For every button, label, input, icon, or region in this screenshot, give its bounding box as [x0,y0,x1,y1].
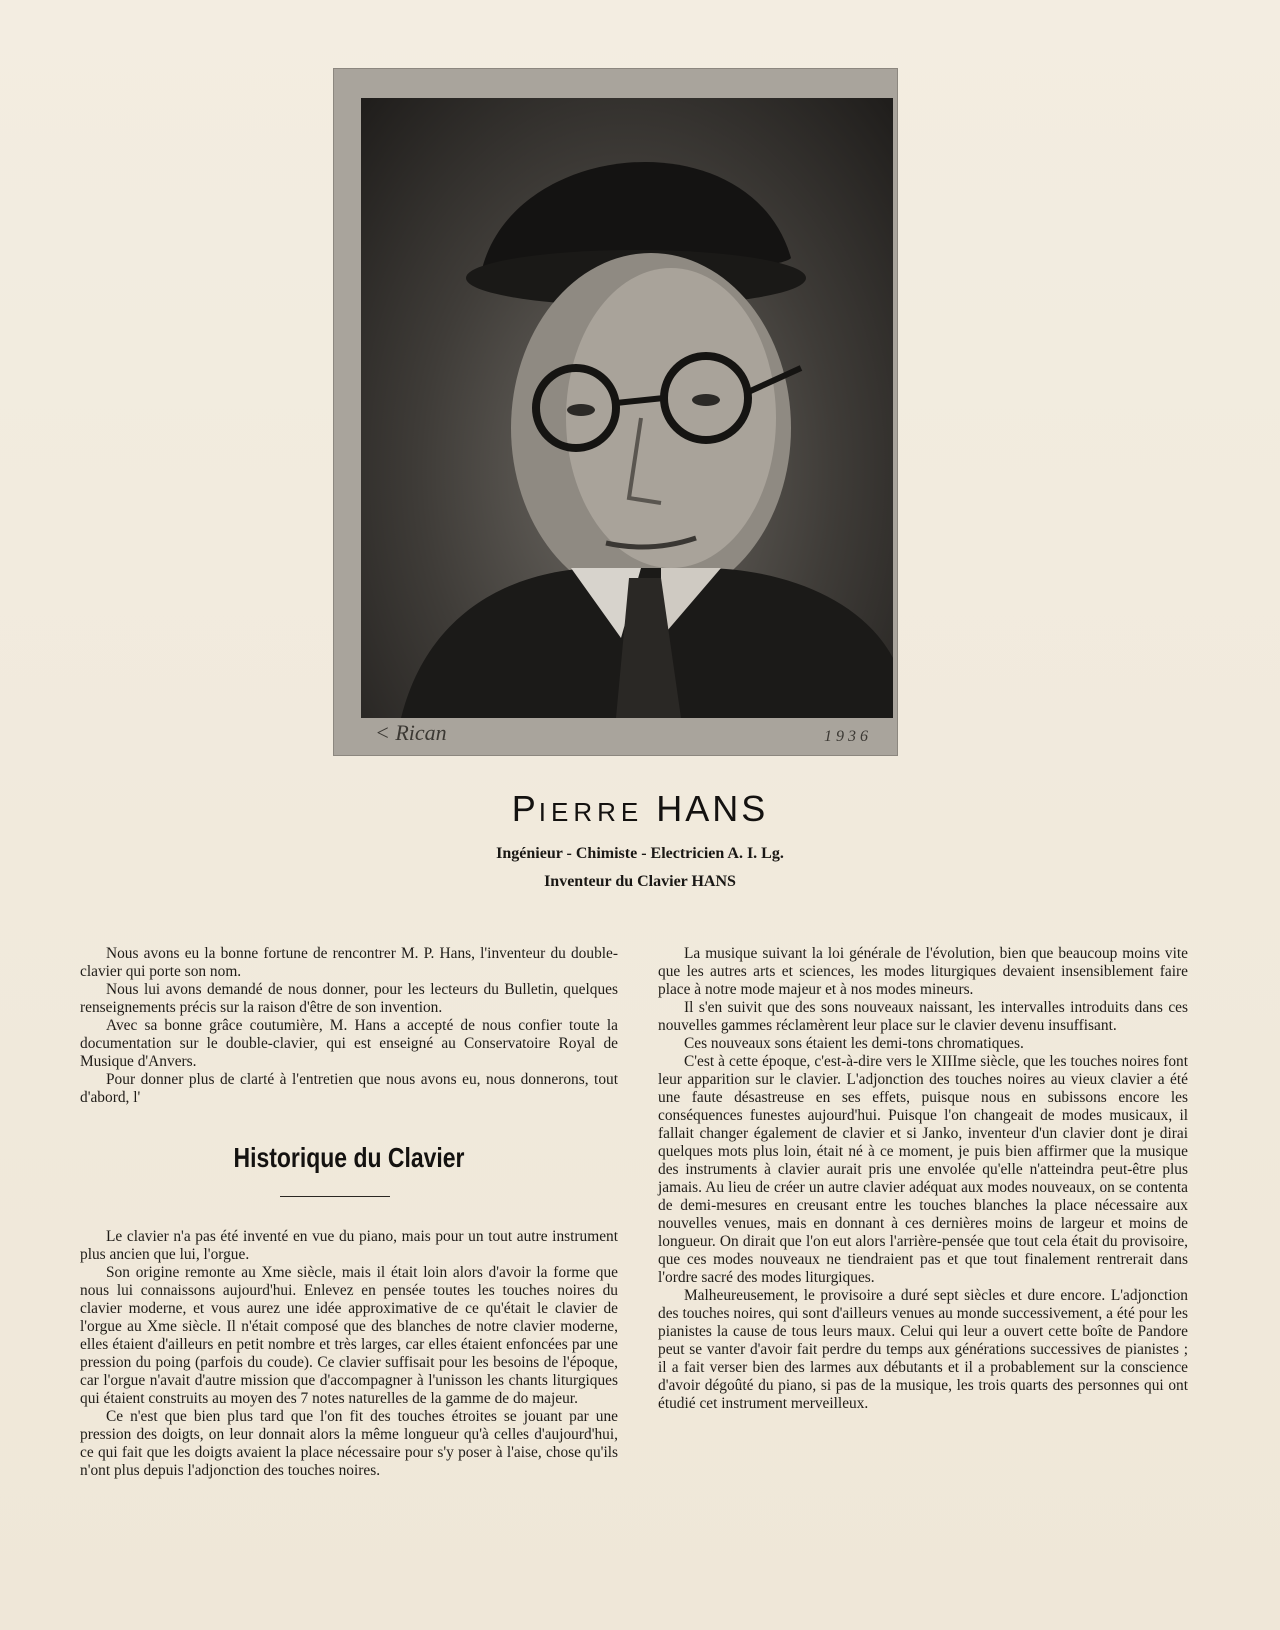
paragraph: Ce n'est que bien plus tard que l'on fit des touches étroites se jouant par une pression des doigts, on leur donnait alors la même longueur qu'à celles d'aujourd'hui, ce qui fait que les doigts avaient la place nécessaire pour s'y poser à l'aise, chose qu'ils n'ont plus depuis l'adjonction des touches noires. [80,1408,618,1479]
page-title [0,788,1280,830]
artist-signature: < Rican [375,720,447,745]
title-first-rest: IERRE [538,797,644,827]
paragraph: La musique suivant la loi générale de l'évolution, bien que beaucoup moins vite que les autres arts et sciences, les modes liturgiques devaient insensiblement faire place à notre mode majeur et à nos modes mineurs. [658,945,1188,998]
paragraph: Pour donner plus de clarté à l'entretien que nous avons eu, nous donnerons, tout d'abord, l' [80,1071,618,1106]
subtitle-professions: Ingénieur - Chimiste - Electricien A. I. Lg. [496,845,784,862]
heading-rule [280,1196,390,1197]
portrait-frame [333,68,898,756]
portrait-photo [361,98,893,718]
portrait-year: 1936 [824,728,872,745]
paragraph: Avec sa bonne grâce coutumière, M. Hans a accepté de nous confier toute la documentation sur le double-clavier, qui est enseigné au Conservatoire Royal de Musique d'Anvers. [80,1017,618,1070]
paragraph: Ces nouveaux sons étaient les demi-tons chromatiques. [684,1035,1024,1052]
paragraph: Nous lui avons demandé de nous donner, pour les lecteurs du Bulletin, quelques renseignements précis sur la raison d'être de son invention. [80,981,618,1016]
intro-text [80,945,618,1107]
paragraph: Le clavier n'a pas été inventé en vue du piano, mais pour un tout autre instrument plus ancien que lui, l'orgue. [80,1228,618,1263]
paragraph: C'est à cette époque, c'est-à-dire vers le XIIIme siècle, que les touches noires font leur apparition sur le clavier. L'adjonction des touches noires au vieux clavier a été une faute désastreuse en ses effets, puisque nous en subissons encore les conséquences funestes aujourd'hui. Puisque l'on changeait de modes musicaux, il fallait changer également de clavier et si Janko, inventeur d'un clavier dont je dirai quelques mots plus loin, était né à ce moment, je puis bien affirmer que la musique des instruments à clavier aurait pris une envolée qu'elle n'atteindra peut-être plus jamais. Au lieu de créer un autre clavier adéquat aux modes nouveaux, on se contenta de demi-mesures en creusant entre les touches blanches la place nécessaire aux nouvelles venues, mais en donnant à ces dernières moins de largeur et moins de longueur. On dirait que l'on eut alors l'arrière-pensée que tout cela était du provisoire, que ces modes nouveaux ne tiendraient pas et que tout finalement rentrerait dans l'ordre sacré des modes liturgiques. [658,1053,1188,1286]
paragraph: Malheureusement, le provisoire a duré sept siècles et dure encore. L'adjonction des touches noires, qui sont d'ailleurs venues au monde successivement, a été pour les pianistes la cause de tous leurs maux. Celui qui leur a ouvert cette boîte de Pandore peut se vanter d'avoir fait perdre du temps aux générations successives de pianistes ; il a fait verser bien des larmes aux débutants et il a probablement sur la conscience d'avoir dégoûté du piano, si pas de la musique, les trois quarts des personnes qui ont étudié cet instrument merveilleux. [658,1287,1188,1412]
paragraph: Son origine remonte au Xme siècle, mais il était loin alors d'avoir la forme que nous lui connaissons aujourd'hui. Enlevez en pensée toutes les touches noires du clavier moderne, et vous aurez une idée approximative de ce qu'était le clavier de l'orgue au Xme siècle. Il n'était composé que des blanches de notre clavier moderne, elles étaient d'ailleurs en petit nombre et très larges, car elles étaient enfoncées par une pression du poing (parfois du coude). Ce clavier suffisait pour les besoins de l'époque, car l'orgue n'avait d'autre mission que d'accompagner à l'unisson les chants liturgiques qui étaient construits au moyen des 7 notes naturelles de la gamme de do majeur. [80,1264,618,1407]
paragraph: Il s'en suivit que des sons nouveaux naissant, les intervalles introduits dans ces nouvelles gammes réclamèrent leur place sur le clavier devenu insuffisant. [658,999,1188,1034]
history-text [80,1228,618,1480]
subtitle-inventor: Inventeur du Clavier HANS [544,873,736,890]
portrait-illustration [361,98,893,718]
title-last-name: HANS [656,788,769,829]
right-column-text [658,945,1188,1413]
section-heading: Historique du Clavier [233,1142,465,1173]
title-first-initial: P [511,788,539,829]
paragraph: Nous avons eu la bonne fortune de rencontrer M. P. Hans, l'inventeur du double-clavier qui porte son nom. [80,945,618,980]
